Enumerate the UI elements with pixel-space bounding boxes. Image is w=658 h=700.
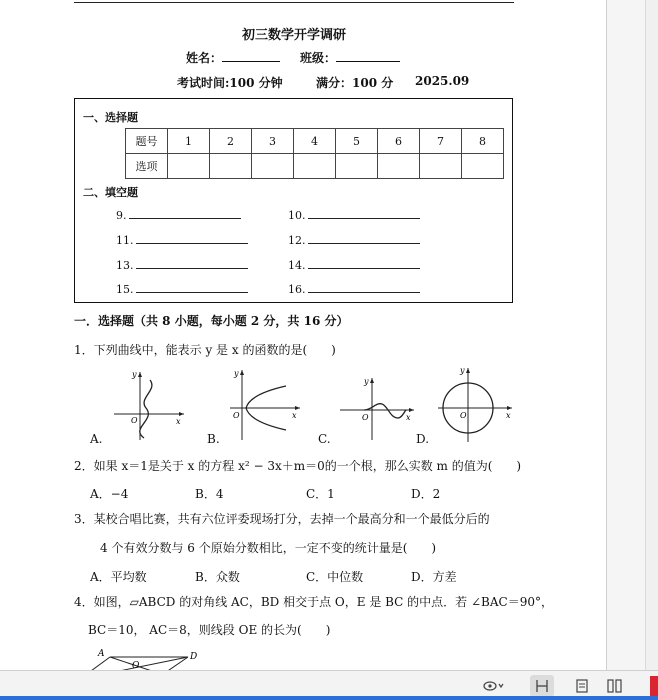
svg-text:x: x xyxy=(292,411,297,420)
svg-text:y: y xyxy=(460,366,465,375)
svg-text:x: x xyxy=(506,411,511,420)
table-cell xyxy=(336,154,378,179)
fill-item: 13. xyxy=(116,259,248,272)
table-cell xyxy=(210,154,252,179)
question-4-line2: BC＝10， AC＝8，则线段 OE 的长为( ) xyxy=(88,623,331,637)
fill-item: 14. xyxy=(288,259,420,272)
table-row xyxy=(126,129,504,154)
svg-text:O: O xyxy=(233,411,240,420)
q2-option-c: C．1 xyxy=(306,487,335,501)
graph-d xyxy=(436,364,516,444)
q3-option-d: D．方差 xyxy=(411,570,457,584)
table-row xyxy=(126,154,504,179)
vertical-scrollbar[interactable] xyxy=(645,0,658,670)
answer-section-choice: 一、选择题 xyxy=(83,111,138,124)
svg-text:A: A xyxy=(98,649,105,659)
table-cell: 3 xyxy=(252,129,294,154)
table-cell xyxy=(252,154,294,179)
answer-table xyxy=(125,128,504,179)
question-2: 2．如果 x＝1是关于 x 的方程 x² − 3x＋m＝0的一个根，那么实数 m 的值为( ) xyxy=(74,459,522,473)
table-cell: 5 xyxy=(336,129,378,154)
parallelogram-figure xyxy=(76,645,206,670)
svg-text:y: y xyxy=(234,369,239,378)
table-cell: 7 xyxy=(420,129,462,154)
svg-text:x: x xyxy=(176,417,181,426)
fill-item: 15. xyxy=(116,283,248,296)
name-blank xyxy=(222,51,280,62)
table-cell xyxy=(420,154,462,179)
accent-line xyxy=(0,696,658,700)
page-title: 初三数学开学调研 xyxy=(241,28,346,43)
two-page-icon[interactable] xyxy=(603,675,627,697)
fill-item: 16. xyxy=(288,283,420,296)
fill-item: 11. xyxy=(116,234,248,247)
table-header-cell: 题号 xyxy=(126,129,168,154)
table-cell xyxy=(294,154,336,179)
svg-text:O: O xyxy=(132,661,140,670)
single-page-icon[interactable] xyxy=(570,675,594,697)
fill-item: 10. xyxy=(288,209,420,222)
answer-section-fill: 二、填空题 xyxy=(83,186,138,199)
fill-item: 9. xyxy=(116,209,241,222)
q2-option-d: D．2 xyxy=(411,487,441,501)
table-cell: 6 xyxy=(378,129,420,154)
svg-text:O: O xyxy=(460,411,467,420)
name-field: 姓名： xyxy=(186,49,280,66)
q3-option-b: B．众数 xyxy=(195,570,240,584)
svg-text:O: O xyxy=(362,413,369,422)
table-cell xyxy=(168,154,210,179)
table-cell: 1 xyxy=(168,129,210,154)
table-cell xyxy=(462,154,504,179)
fill-item: 12. xyxy=(288,234,420,247)
table-header-cell: 选项 xyxy=(126,154,168,179)
table-cell: 8 xyxy=(462,129,504,154)
svg-text:y: y xyxy=(364,377,369,386)
answer-sheet-box xyxy=(74,98,513,303)
table-cell: 2 xyxy=(210,129,252,154)
question-4-line1: 4．如图，▱ABCD 的对角线 AC，BD 相交于点 O，E 是 BC 的中点．若 ∠BAC＝90°， xyxy=(74,595,553,609)
svg-text:y: y xyxy=(132,370,137,379)
question-3-line1: 3．某校合唱比赛，共有六位评委现场打分，去掉一个最高分和一个最低分后的 xyxy=(74,512,490,526)
question-1: 1．下列曲线中，能表示 y 是 x 的函数的是( ) xyxy=(74,343,336,357)
part1-heading: 一．选择题（共 8 小题，每小题 2 分，共 16 分） xyxy=(74,314,349,328)
q3-option-a: A．平均数 xyxy=(90,570,147,584)
q3-option-c: C．中位数 xyxy=(306,570,364,584)
app-menu-button[interactable] xyxy=(650,676,658,696)
table-cell: 4 xyxy=(294,129,336,154)
q1-option-a: A. xyxy=(90,432,103,446)
exam-date: 2025.09 xyxy=(415,74,470,88)
q1-option-b: B. xyxy=(207,432,220,446)
q1-option-d: D. xyxy=(416,432,430,446)
table-cell xyxy=(378,154,420,179)
fit-width-icon[interactable] xyxy=(530,675,554,697)
svg-text:x: x xyxy=(406,413,411,422)
q2-option-b: B．4 xyxy=(195,487,224,501)
q2-option-a: A．−4 xyxy=(90,487,129,501)
question-3-line2: 4 个有效分数与 6 个原始分数相比，一定不变的统计量是( ) xyxy=(100,541,437,555)
full-score: 满分：100 分 xyxy=(316,76,394,90)
svg-text:O: O xyxy=(131,416,138,425)
graph-a xyxy=(110,368,190,442)
eye-icon[interactable] xyxy=(478,675,510,697)
class-blank xyxy=(336,51,400,62)
graph-c xyxy=(336,374,418,442)
svg-text:D: D xyxy=(190,652,198,662)
top-rule xyxy=(74,2,514,3)
q1-option-c: C. xyxy=(318,432,331,446)
exam-time: 考试时间:100 分钟 xyxy=(177,76,283,90)
graph-b xyxy=(226,368,306,442)
class-field: 班级： xyxy=(300,49,400,66)
